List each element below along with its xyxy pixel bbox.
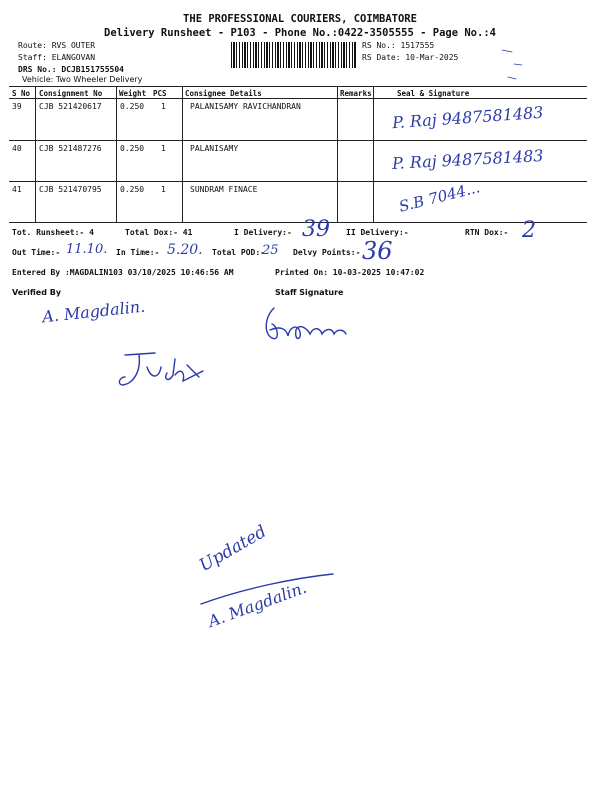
row-consignment: CJB 521487276 [39,144,102,153]
i-delivery-value: 39 [302,217,330,242]
col-header-consignee: Consignee Details [185,89,262,98]
row-consignee: PALANISAMY [190,144,239,153]
col-header-pcs: PCS [153,89,167,98]
delvy-points-label: Delvy Points:- [293,248,361,257]
row-consignment: CJB 521420617 [39,102,102,111]
in-time-label: In Time:- [116,248,160,257]
updated-signature: A. Magdalin. [205,577,310,631]
runsheet-subtitle: Delivery Runsheet - P103 - Phone No.:0422-3505555 - Page No.:4 [104,27,496,39]
row-consignment: CJB 521470795 [39,185,102,194]
staff-signature-label: Staff Signature [275,288,344,297]
col-header-consignment: Consignment No [39,89,103,98]
row-pcs: 1 [161,185,166,194]
total-dox: Total Dox:- 41 [125,228,193,237]
in-time-value: 5.20. [167,242,203,258]
row-sno: 41 [12,185,22,194]
total-pod-label: Total POD:- [212,248,265,257]
route-label: Route: RVS OUTER [18,41,96,50]
out-time-value: 11.10. [66,242,108,257]
company-title: THE PROFESSIONAL COURIERS, COIMBATORE [183,13,417,25]
row-consignee: PALANISAMY RAVICHANDRAN [190,102,301,111]
delvy-points-value: 36 [362,237,393,265]
staff-signature-image [260,300,360,350]
rtn-dox-label: RTN Dox:- [465,228,509,237]
table-bottom-rule [9,222,587,223]
rs-number: RS No.: 1517555 [362,41,435,50]
row-divider [9,140,587,141]
barcode [231,42,356,68]
col-header-seal: Seal & Signature [397,89,470,98]
printed-on: Printed On: 10-03-2025 10:47:02 [275,268,425,277]
row-seal-signature: P. Raj 9487581483 [391,102,544,133]
col-header-sno: S No [12,89,31,98]
col-rule [182,86,183,222]
out-time-label: Out Time:- [12,248,61,257]
row-weight: 0.250 [120,185,145,194]
col-rule [373,86,374,222]
ii-delivery-label: II Delivery:- [346,228,409,237]
col-rule [35,86,36,222]
col-header-remarks: Remarks [340,89,372,98]
verified-signature: A. Magdalin. [41,296,147,327]
verified-by-label: Verified By [12,288,62,297]
corner-pen-marks [496,44,530,84]
updated-note: Updated [196,521,271,576]
col-rule [337,86,338,222]
rtn-dox-value: 2 [522,218,536,243]
row-divider [9,181,587,182]
row-consignee: SUNDRAM FINACE [190,185,258,194]
row-pcs: 1 [161,144,166,153]
rs-date: RS Date: 10-Mar-2025 [362,53,459,62]
vehicle-label: Vehicle: Two Wheeler Delivery [22,75,143,84]
verifier-initials-image [115,345,225,395]
table-top-rule [9,86,587,87]
row-sno: 39 [12,102,22,111]
row-weight: 0.250 [120,102,145,111]
col-header-weight: Weight [119,89,147,98]
table-header-rule [9,98,587,99]
row-sno: 40 [12,144,22,153]
col-rule [116,86,117,222]
row-seal-signature: S.B 7044... [397,178,482,216]
row-weight: 0.250 [120,144,145,153]
tot-runsheet: Tot. Runsheet:- 4 [12,228,94,237]
total-pod-value: 25 [262,243,279,258]
i-delivery-label: I Delivery:- [234,228,292,237]
staff-label: Staff: ELANGOVAN [18,53,96,62]
entered-by: Entered By :MAGDALIN103 03/10/2025 10:46:56 AM [12,268,234,277]
drs-number: DRS No.: DCJB151755504 [18,65,124,74]
row-seal-signature: P. Raj 9487581483 [391,146,544,173]
row-pcs: 1 [161,102,166,111]
